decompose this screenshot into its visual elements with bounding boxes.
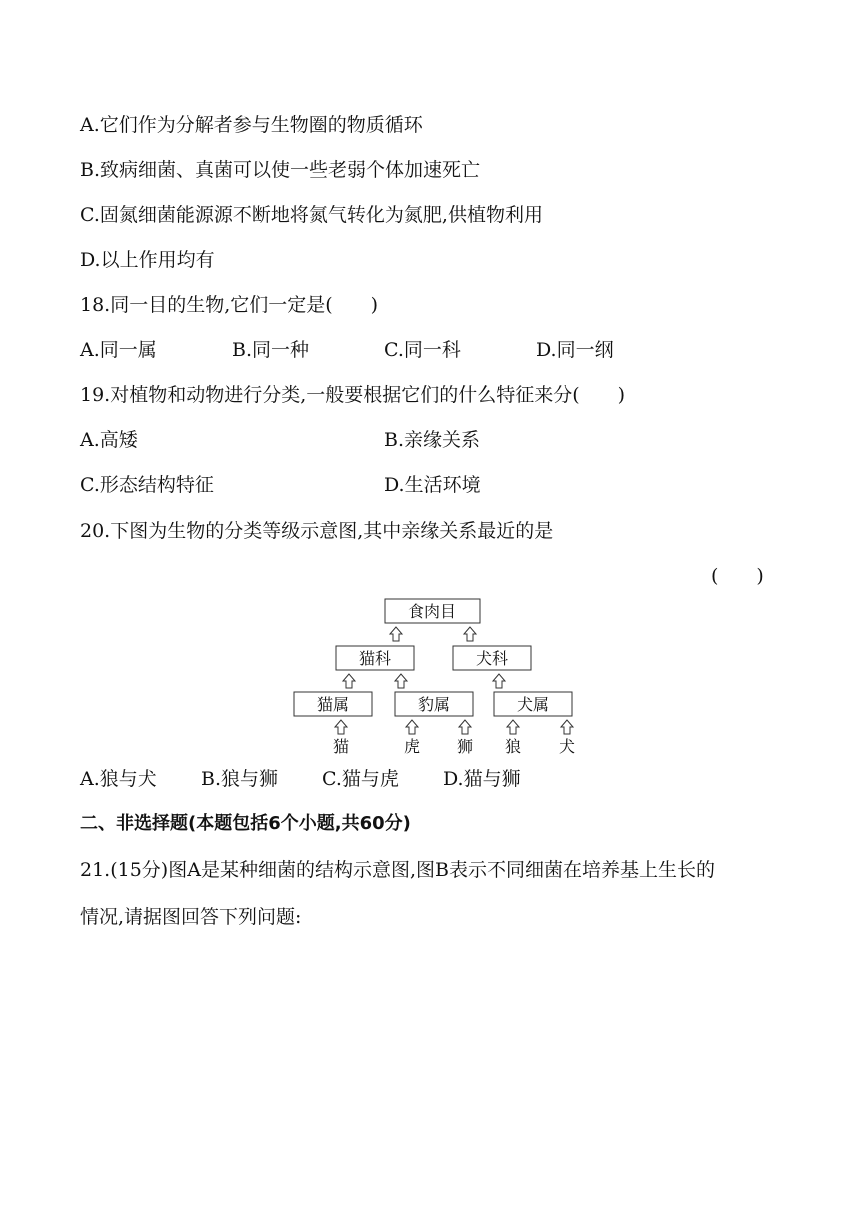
up-arrow-icon — [459, 720, 471, 734]
q20-option-a: A.狼与犬 — [80, 768, 157, 790]
order-label: 食肉目 — [407, 602, 457, 621]
genus-box-cat — [294, 692, 372, 716]
q20-option-d: D.猫与狮 — [443, 768, 521, 790]
species-label-lion: 狮 — [456, 737, 474, 756]
genus-box-dog — [494, 692, 572, 716]
q18-stem: 18.同一目的生物,它们一定是( ) — [80, 294, 379, 316]
family-label-dog: 犬科 — [475, 649, 509, 668]
up-arrow-icon — [335, 720, 347, 734]
q18-option-d: D.同一纲 — [536, 339, 614, 361]
up-arrow-icon — [493, 674, 505, 688]
species-label-dog: 犬 — [558, 737, 576, 756]
q19-option-c: C.形态结构特征 — [80, 474, 214, 496]
genus-box-leopard — [395, 692, 473, 716]
q17-option-b: B.致病细菌、真菌可以使一些老弱个体加速死亡 — [80, 159, 481, 181]
q18-option-a: A.同一属 — [80, 339, 157, 361]
genus-label-dog: 犬属 — [516, 695, 550, 714]
q19-option-d: D.生活环境 — [384, 474, 481, 496]
family-label-cat: 猫科 — [358, 649, 392, 668]
q17-option-c: C.固氮细菌能源源不断地将氮气转化为氮肥,供植物利用 — [80, 204, 543, 226]
q17-option-a: A.它们作为分解者参与生物圈的物质循环 — [80, 114, 423, 136]
q21-stem-line1: 21.(15分)图A是某种细菌的结构示意图,图B表示不同细菌在培养基上生长的 — [80, 859, 715, 881]
classification-diagram — [280, 592, 600, 762]
q20-stem: 20.下图为生物的分类等级示意图,其中亲缘关系最近的是 — [80, 520, 554, 542]
up-arrow-icon — [390, 627, 402, 641]
up-arrow-icon — [395, 674, 407, 688]
genus-label-cat: 猫属 — [316, 695, 350, 714]
q20-option-c: C.猫与虎 — [322, 768, 399, 790]
q21-stem-line2: 情况,请据图回答下列问题: — [80, 906, 302, 928]
order-box — [385, 599, 480, 623]
species-label-wolf: 狼 — [504, 737, 522, 756]
species-label-cat: 猫 — [332, 737, 350, 756]
q18-option-c: C.同一科 — [384, 339, 461, 361]
family-box-cat — [336, 646, 414, 670]
q20-answer-paren: ( ) — [711, 565, 764, 587]
genus-label-leopard: 豹属 — [417, 695, 451, 714]
q18-option-b: B.同一种 — [232, 339, 310, 361]
species-label-tiger: 虎 — [403, 737, 421, 756]
up-arrow-icon — [507, 720, 519, 734]
family-box-dog — [453, 646, 531, 670]
q19-option-a: A.高矮 — [80, 429, 138, 451]
up-arrow-icon — [406, 720, 418, 734]
section-heading: 二、非选择题(本题包括6个小题,共60分) — [80, 813, 411, 834]
up-arrow-icon — [561, 720, 573, 734]
up-arrow-icon — [464, 627, 476, 641]
q19-stem: 19.对植物和动物进行分类,一般要根据它们的什么特征来分( ) — [80, 384, 626, 406]
q17-option-d: D.以上作用均有 — [80, 249, 215, 271]
q19-option-b: B.亲缘关系 — [384, 429, 481, 451]
q20-option-b: B.狼与狮 — [201, 768, 279, 790]
up-arrow-icon — [343, 674, 355, 688]
